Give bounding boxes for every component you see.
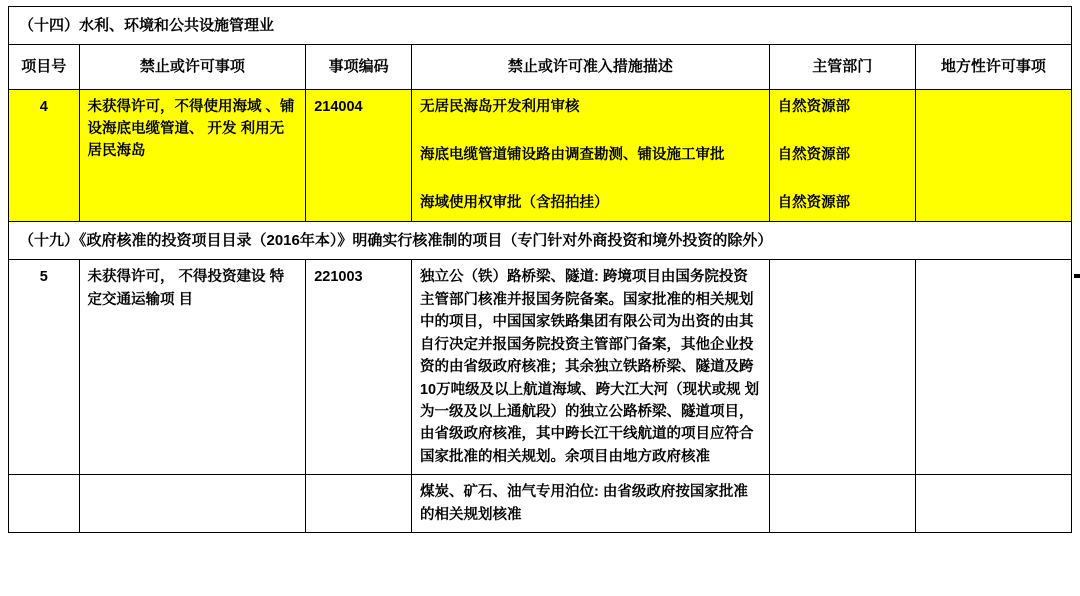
row-measure-description: [411, 89, 769, 221]
column-header-num: 项目号: [9, 45, 80, 89]
row-item-text: [79, 475, 306, 533]
row-measure-description: [411, 260, 769, 475]
table-row: [9, 260, 1072, 475]
section-heading-19: （十九）《政府核准的投资项目目录（2016年本）》明确实行核准制的项目（专门针对外商投资和境外投资的除外）: [9, 221, 1072, 259]
department-name: 自然资源部: [777, 146, 851, 163]
column-header-item: 禁止或许可事项: [79, 45, 306, 89]
scan-edge-artifact: [1074, 274, 1080, 278]
column-header-local: 地方性许可事项: [915, 45, 1071, 89]
row-local-permit: [915, 475, 1071, 533]
department-name: 自然资源部: [777, 195, 851, 212]
row-number: [9, 475, 80, 533]
section-heading-row-14: [9, 7, 1072, 45]
row-item-text: 未获得许可，不得使用海域 、铺设海底电缆管道、 开发 利用无居民海岛: [79, 89, 306, 221]
measure-paragraph: 无居民海岛开发利用审核: [419, 98, 580, 115]
row-local-permit: [915, 89, 1071, 221]
row-item-text: 未获得许可， 不得投资建设 特定交通运输项 目: [79, 260, 306, 475]
negative-list-table: [8, 6, 1072, 533]
column-header-code: 事项编码: [306, 45, 412, 89]
row-item-code: [306, 475, 412, 533]
row-number: 4: [9, 89, 80, 221]
row-measure-description: [411, 475, 769, 533]
table-header-row: [9, 45, 1072, 89]
measure-paragraph: 海域使用权审批（含招拍挂）: [419, 195, 609, 212]
measure-paragraph: 海底电缆管道铺设路由调查勘测、铺设施工审批: [419, 146, 725, 163]
measure-paragraph: 独立公（铁）路桥梁、隧道: 跨境项目由国务院投资主管部门核准并报国务院备案。国家批准的相关规划中的项目，中国国家铁路集团有限公司为出资的由其自行决定并报国务院投资主管部门备案，其他企业投资的由省级政府核准；其余独立铁路桥梁、隧道及跨10万吨级及以上航道海域、跨大江大河（现状或规 划为一级及以上通航段）的独立公路桥梁、隧道项目，由省级政府核准，其中跨长江干线航道的项目应符合国家批准的相关规划。余项目由地方政府核准: [419, 269, 760, 465]
row-item-code: 214004: [306, 89, 412, 221]
measure-paragraph: 煤炭、矿石、油气专用泊位: 由省级政府按国家批准的相关规划核准: [419, 484, 748, 523]
column-header-desc: 禁止或许可准入措施描述: [411, 45, 769, 89]
row-item-code: 221003: [306, 260, 412, 475]
row-local-permit: [915, 260, 1071, 475]
section-heading-14: （十四）水利、环境和公共设施管理业: [9, 7, 1072, 45]
section-heading-row-19: [9, 221, 1072, 259]
row-department: [769, 475, 915, 533]
row-number: 5: [9, 260, 80, 475]
column-header-dept: 主管部门: [769, 45, 915, 89]
table-row: [9, 475, 1072, 533]
row-department: [769, 260, 915, 475]
department-name: 自然资源部: [777, 98, 851, 115]
table-row: [9, 89, 1072, 221]
row-department: [769, 89, 915, 221]
document-page: [0, 6, 1080, 596]
